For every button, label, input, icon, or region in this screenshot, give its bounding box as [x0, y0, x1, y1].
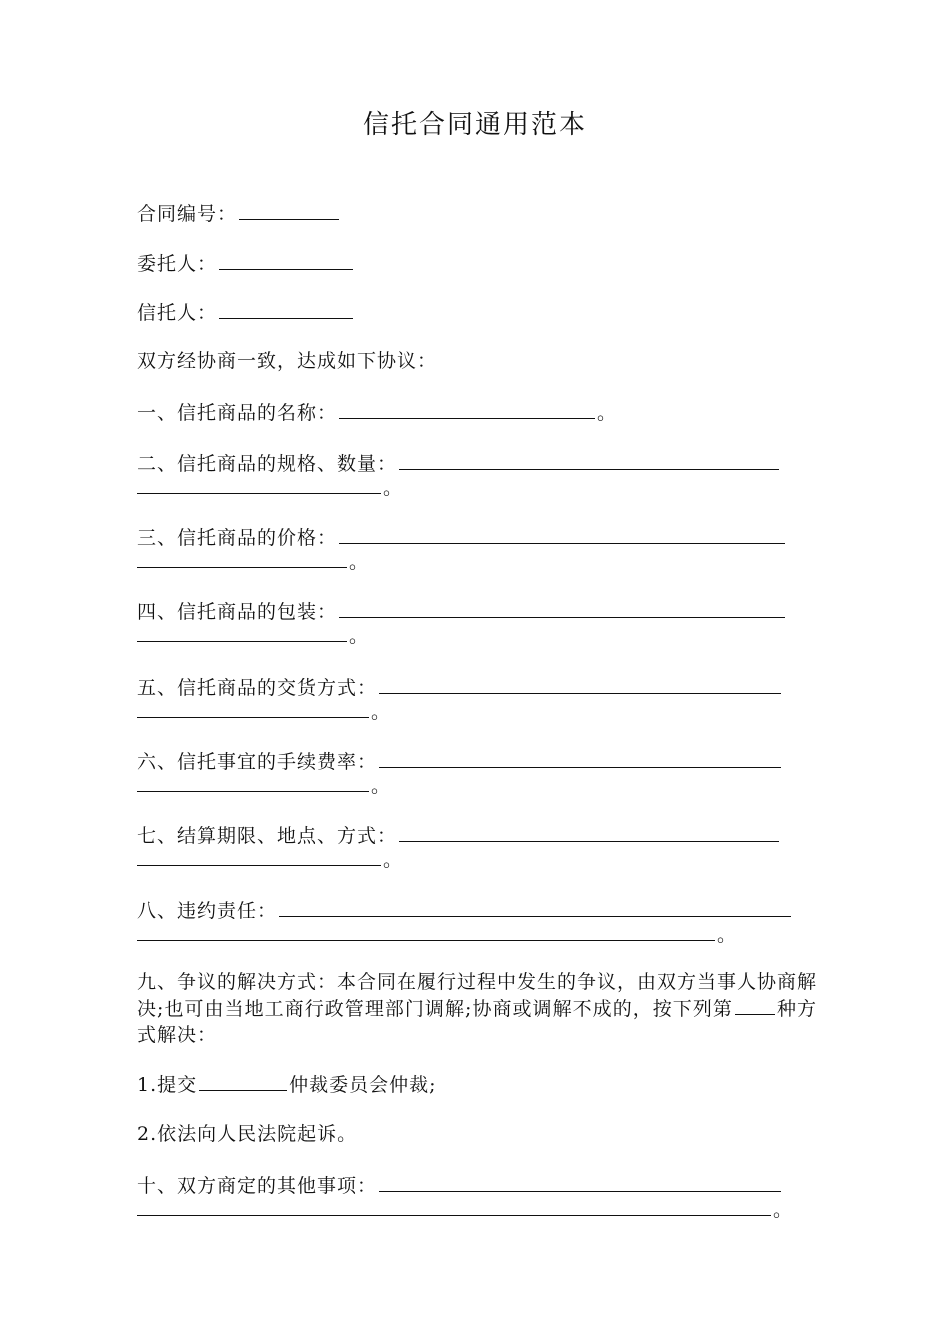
clause-9 [137, 969, 817, 1048]
clause-2-cont [137, 474, 403, 500]
clause-8-cont [137, 921, 737, 947]
clause-7-blank-2[interactable] [137, 846, 381, 866]
option-1-text: 1.提交 [137, 1074, 198, 1096]
clause-3-cont [137, 548, 369, 574]
clause-1-period: 。 [597, 402, 618, 424]
clause-4-blank-2[interactable] [137, 622, 347, 642]
clause-5 [137, 674, 783, 700]
clause-5-blank-2[interactable] [137, 698, 369, 718]
clause-2-blank-2[interactable] [137, 474, 381, 494]
trustor-label: 委托人： [137, 253, 218, 275]
clause-4-period: 。 [349, 625, 370, 647]
clause-3 [137, 524, 787, 550]
trustor-blank[interactable] [219, 250, 353, 270]
clause-2-blank[interactable] [399, 450, 779, 470]
clause-5-period: 。 [371, 701, 392, 723]
clause-6-label: 六、信托事宜的手续费率： [137, 751, 378, 773]
clause-6 [137, 748, 783, 774]
clause-9-blank[interactable] [735, 995, 775, 1015]
trustee-blank[interactable] [219, 299, 353, 319]
clause-6-blank[interactable] [379, 748, 781, 768]
contract-number-field [137, 200, 341, 226]
clause-8-label: 八、违约责任： [137, 900, 278, 922]
clause-4-blank[interactable] [339, 598, 785, 618]
clause-7-cont [137, 846, 403, 872]
contract-number-label: 合同编号： [137, 203, 238, 225]
clause-3-label: 三、信托商品的价格： [137, 527, 338, 549]
clause-7-blank[interactable] [399, 822, 779, 842]
option-1-text-end: 仲裁委员会仲裁; [289, 1074, 437, 1096]
clause-1-blank[interactable] [339, 399, 595, 419]
clause-5-label: 五、信托商品的交货方式： [137, 677, 378, 699]
clause-1-label: 一、信托商品的名称： [137, 402, 338, 424]
clause-5-blank[interactable] [379, 674, 781, 694]
clause-1 [137, 399, 617, 425]
option-1-blank[interactable] [199, 1071, 287, 1091]
clause-6-cont [137, 772, 391, 798]
intro-text: 双方经协商一致，达成如下协议： [137, 350, 438, 372]
clause-7-label: 七、结算期限、地点、方式： [137, 825, 398, 847]
option-1 [137, 1071, 437, 1097]
clause-2 [137, 450, 781, 476]
contract-number-blank[interactable] [239, 200, 339, 220]
clause-8-period: 。 [717, 924, 738, 946]
clause-4-cont [137, 622, 369, 648]
clause-7 [137, 822, 781, 848]
clause-10 [137, 1172, 783, 1198]
clause-10-blank[interactable] [379, 1172, 781, 1192]
clause-10-period: 。 [773, 1199, 794, 1221]
clause-6-period: 。 [371, 775, 392, 797]
clause-4-label: 四、信托商品的包装： [137, 601, 338, 623]
clause-7-period: 。 [383, 849, 404, 871]
clause-2-period: 。 [383, 477, 404, 499]
clause-3-period: 。 [349, 551, 370, 573]
clause-9-text-end: 种方式解决： [137, 998, 817, 1046]
clause-3-blank[interactable] [339, 524, 785, 544]
clause-8 [137, 897, 793, 923]
clause-3-blank-2[interactable] [137, 548, 347, 568]
clause-10-cont [137, 1196, 793, 1222]
clause-10-blank-2[interactable] [137, 1196, 771, 1216]
clause-8-blank[interactable] [279, 897, 791, 917]
clause-2-label: 二、信托商品的规格、数量： [137, 453, 398, 475]
option-2: 2.依法向人民法院起诉。 [137, 1123, 358, 1145]
clause-8-blank-2[interactable] [137, 921, 715, 941]
clause-5-cont [137, 698, 391, 724]
clause-4 [137, 598, 787, 624]
clause-9-text: 九、争议的解决方式：本合同在履行过程中发生的争议，由双方当事人协商解决;也可由当地工商行政管理部门调解;协商或调解不成的，按下列第 [137, 971, 818, 1020]
page-title: 信托合同通用范本 [362, 110, 587, 140]
trustee-field [137, 299, 355, 325]
clause-10-label: 十、双方商定的其他事项： [137, 1175, 378, 1197]
clause-6-blank-2[interactable] [137, 772, 369, 792]
trustor-field [137, 250, 355, 276]
trustee-label: 信托人： [137, 302, 218, 324]
